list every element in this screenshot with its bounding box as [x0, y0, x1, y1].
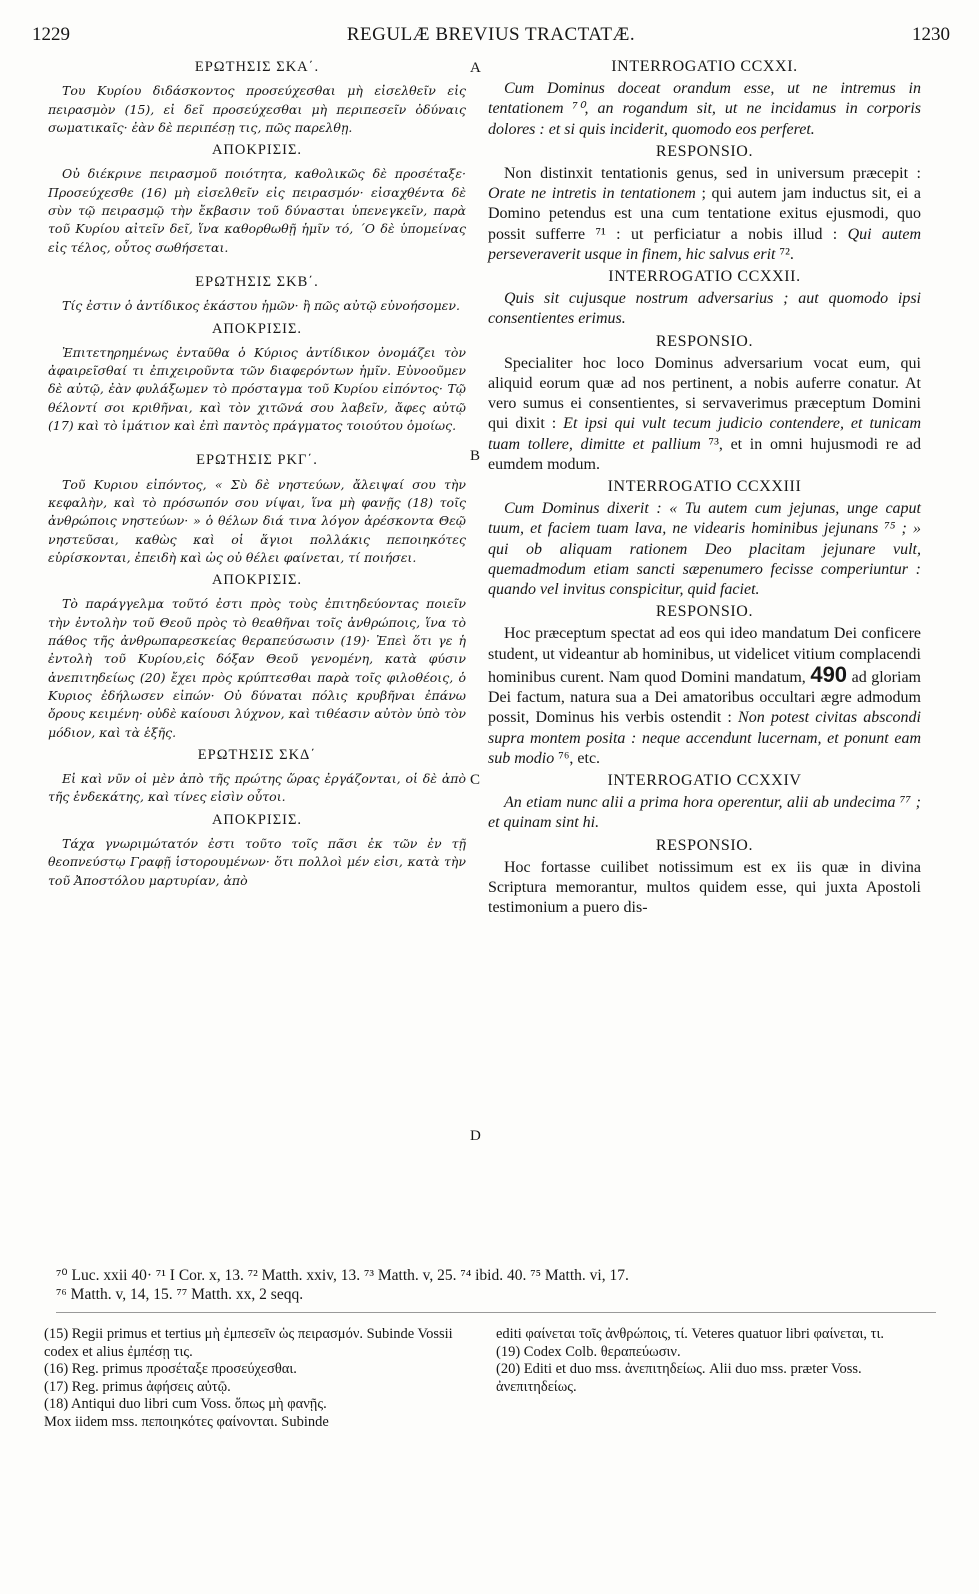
scripture-footnotes — [56, 1266, 936, 1304]
critical-note: (19) Codex Colb. θεραπεύωσιν. — [496, 1343, 681, 1360]
scripture-quote: Orate ne intretis in tentationem — [488, 185, 696, 203]
greek-question-text: Τίς ἐστιν ὁ ἀντίδικος ἑκάστου ἡμῶν· ἢ πῶς αὐτῷ εὐνοήσομεν. — [62, 298, 460, 314]
critical-note: editi φαίνεται τοῖς ἀνθρώποις, τί. Veteres quatuor libri φαίνεται, τι. — [496, 1326, 884, 1342]
greek-question-text: Εἰ καὶ νῦν οἱ μὲν ἀπὸ τῆς πρώτης ὥρας ἐργάζονται, οἱ δὲ ἀπὸ τῆς ἑνδεκάτης, καὶ τίνες εἰσὶν οὗτοι. — [48, 771, 466, 805]
margin-letter-b: B — [470, 448, 481, 464]
latin-response-heading: RESPONSIO. — [655, 332, 754, 350]
footnote-line: ⁷⁰ Luc. xxii 40· ⁷¹ I Cor. x, 13. ⁷² Matth. xxiv, 13. ⁷³ Matth. v, 25. ⁷⁴ ibid. 40. ⁷⁵ Matth. vi, 17. — [56, 1267, 629, 1284]
running-title: REGULÆ BREVIUS TRACTATÆ. — [346, 24, 636, 45]
footnote-line: ⁷⁶ Matth. v, 14, 15. ⁷⁷ Matth. xx, 2 seqq. — [56, 1286, 304, 1303]
critical-note: (18) Antiqui duo libri cum Voss. ὅπως μὴ φανῇς. — [44, 1396, 327, 1413]
margin-letter-d: D — [470, 1128, 481, 1144]
scripture-quote: Qui autem perseveraverit usque in finem, hic salvus erit — [488, 225, 921, 263]
latin-response-text: Hoc præceptum spectat ad eos qui ideo mandatum Dei conficere student, ut videantur ab hominibus, ut videlicet vitium complacendi hominibus curent. Nam quod Domini mandatum, 490 ad gloriam Dei factum, natura sua a Dei amatoribus occultari ægre admodum possit, Dominus his verbis ostendit : Non potest civitas abscondi supra montem posita : neque accendunt lucernam, et ponunt eam sub modio ⁷⁶, etc. — [488, 625, 921, 767]
footnote-divider — [56, 1312, 936, 1313]
greek-response-text: Τάχα γνωριμώτατόν ἐστι τοῦτο τοῖς πᾶσι ἐκ τῶν ἐν τῇ θεοπνεύστῳ Γραφῇ ἱστορουμένων· ὅτι πολλοὶ μέν εἰσι, κατὰ τὴν τοῦ Ἀποστόλου μαρτυρίαν, ἀπὸ — [48, 835, 466, 888]
scripture-quote: Et ipsi qui vult tecum judicio contendere, et tunicam tuam tollere, dimitte et pallium — [488, 415, 921, 453]
latin-response-text: Non distinxit tentationis genus, sed in universum præcepit : Orate ne intretis in tentationem ; qui autem jam inductus sit, ei a Domino petendus est una cum tentatione exitus ejusmodi, quo possit sufferre ⁷¹ : ut perficiatur a nobis illud : Qui autem perseveraverit usque in finem, hic salvus erit ⁷². — [488, 165, 921, 263]
scripture-quote: Non potest civitas abscondi supra montem posita : neque accendunt lucernam, et ponunt eam sub modio — [488, 709, 921, 767]
latin-response-text: Specialiter hoc loco Dominus adversarium vocat eum, qui aliquid eorum quæ ad nos pertinent, a nobis auferre conatur. At vero sumus ei consentientes, si servaverimus præceptum Domini qui dixit : Et ipsi qui vult tecum judicio contendere, et tunicam tuam tollere, dimitte et pallium ⁷³, et in omni hujusmodi re ad eumdem modum. — [488, 354, 921, 473]
critical-note: Mox iidem mss. πεποιηκότες φαίνονται. Subinde — [44, 1413, 329, 1430]
latin-column — [488, 56, 921, 920]
greek-question-heading: ΕΡΩΤΗΣΙΣ ΡΚΓ΄. — [196, 452, 318, 469]
critical-note: (16) Reg. primus προσέταξε προσεύχεσθαι. — [44, 1361, 297, 1378]
greek-question-heading: ΕΡΩΤΗΣΙΣ ΣΚΑ΄. — [194, 59, 320, 75]
latin-question-text: Cum Dominus doceat orandum esse, ut ne intremus in tentationem ⁷⁰, an rogandum sit, ut ne incidamus in corporis dolores : et si quis inciderit, quomodo eos perferet. — [488, 80, 921, 138]
latin-response-heading: RESPONSIO. — [655, 142, 754, 160]
edition-page-marker: 490 — [810, 661, 848, 687]
greek-response-heading: ΑΠΟΚΡΙΣΙΣ. — [211, 320, 303, 337]
greek-column — [48, 56, 466, 894]
greek-response-heading: ΑΠΟΚΡΙΣΙΣ. — [211, 572, 303, 589]
margin-letter-a: A — [470, 60, 481, 76]
latin-response-text: Hoc fortasse cuilibet notissimum est ex iis quæ in divina Scriptura memorantur, multos quidem esse, qui juxta Apostoli testimonium a puero dis- — [488, 858, 921, 917]
latin-question-heading: INTERROGATIO CCXXIV — [607, 771, 802, 789]
critical-note: (17) Reg. primus ἀφήσεις αὐτῷ. — [44, 1378, 231, 1395]
greek-response-heading: ΑΠΟΚΡΙΣΙΣ. — [211, 811, 303, 828]
page-number-right: 1230 — [912, 24, 950, 45]
margin-letter-c: C — [470, 772, 481, 788]
critical-notes-left — [44, 1326, 474, 1432]
greek-question-heading: ΕΡΩΤΗΣΙΣ ΣΚΔ΄ — [197, 746, 317, 763]
latin-response-heading: RESPONSIO. — [655, 603, 754, 621]
greek-question-heading: ΕΡΩΤΗΣΙΣ ΣΚΒ΄. — [195, 273, 319, 290]
greek-response-heading: ΑΠΟΚΡΙΣΙΣ. — [211, 142, 303, 159]
critical-notes-right — [496, 1326, 936, 1396]
critical-note: (20) Editi et duo mss. ἀνεπιτηδείως. Alii duo mss. præter Voss. ἀνεπιτηδείως. — [496, 1361, 862, 1395]
page-number-left: 1229 — [32, 24, 70, 45]
greek-response-text: Ἐπιτετηρημένως ἐνταῦθα ὁ Κύριος ἀντίδικον ὀνομάζει τὸν ἀφαιρεῖσθαί τι ἐπιχειροῦντα τῶν διαφερόντων ἡμῖν. Εὐνοοῦμεν δὲ αὐτῷ, ἐὰν φυλάξωμεν τὸ πρόσταγμα τοῦ Κυρίου εἰπόντος· Τῷ θέλοντί σοι κριθῆναι, καὶ τὸν χιτῶνά σου λαβεῖν, ἄφες αὐτῷ (17) καὶ τὸ ἱμάτιον καὶ ἐπὶ παντὸς πράγματος τοιούτου ὁμοίως. — [48, 344, 466, 434]
latin-question-text: Quis sit cujusque nostrum adversarius ; aut quomodo ipsi consentientes erimus. — [488, 290, 921, 328]
greek-response-text: Οὐ διέκρινε πειρασμοῦ ποιότητα, καθολικῶς δὲ προσέταξε· Προσεύχεσθε (16) μὴ εἰσελθεῖν εἰς πειρασμόν· εἰσαχθέντα δὲ σὺν τῷ πειρασμῷ τὴν ἔκβασιν τοῦ δύνασται ὑπενεγκεῖν, παρὰ τοῦ Κυρίου αἰτεῖν δεῖ, ἵνα καθορθωθῇ ἡμῖν τό, ΄Ο δὲ ὑπομείνας εἰς τέλος, οὗτος σωθήσεται. — [48, 166, 466, 255]
latin-question-heading: INTERROGATIO CCXXIII — [607, 478, 802, 496]
latin-question-heading: INTERROGATIO CCXXI. — [611, 58, 798, 75]
latin-question-heading: INTERROGATIO CCXXII. — [608, 268, 801, 286]
greek-question-text: Τοῦ Κυριου εἰπόντος, « Σὺ δὲ νηστεύων, ἄλειψαί σου τὴν κεφαλὴν, καὶ τὸ πρόσωπόν σου νίψαι, ἵνα μὴ φανῇς (18) τοῖς ἀνθρώποις νηστεύων· » ὁ θέλων διά τινα λόγον ἀρέσκοντα Θεῷ νηστεῦσαι, καθὼς καὶ οἱ ἅγιοι πολλάκις πεποιηκότες εὑρίσκονται, ἐπειδὴ καὶ ὡς οὐ θέλει φαίνεται, τί ποιήσει. — [48, 476, 466, 565]
latin-response-heading: RESPONSIO. — [655, 836, 754, 854]
greek-question-text: Του Κυρίου διδάσκοντος προσεύχεσθαι μὴ εἰσελθεῖν εἰς πειρασμὸν (15), εἰ δεῖ προσεύχεσθαι μὴ περιπεσεῖν ὀδύναις σωματικαῖς· ἐὰν δὲ περιπέσῃ τις, πῶς παρελθῃ. — [48, 83, 466, 135]
greek-response-text: Τὸ παράγγελμα τοῦτό ἐστι πρὸς τοὺς ἐπιτηδεύοντας ποιεῖν τὴν ἐντολὴν τοῦ Θεοῦ πρὸς τὸ θεαθῆναι τοῖς ἀνθρώποις, ἵνα τὸ πάθος τῆς ἀνθρωπαρεσκείας θεραπεύσωσιν (19)· Ἐπεὶ ὅτι γε ἡ ἐντολὴ τοῦ Κυρίου,εἰς δόξαν Θεοῦ γενομένη, κατὰ φύσιν ἀνεπιτηδείως (20) ἔχει πρὸς κρύπτεσθαι παρὰ τοῖς φιλοθέοις, ὁ Κυριος ἐδήλωσεν εἰπών· Οὐ δύναται πόλις κρυβῆναι ἐπάνω ὄρους κειμένη· οὐδὲ καίουσι λύχνον, καὶ τιθέασιν αὐτὸν ὑπὸ τὸν μόδιον, καὶ τὰ ἑξῆς. — [48, 596, 466, 740]
latin-question-text: An etiam nunc alii a prima hora operentur, alii ab undecima ⁷⁷ ; et quinam sint hi. — [488, 794, 921, 832]
running-header — [32, 24, 950, 50]
latin-question-text: Cum Dominus dixerit : « Tu autem cum jejunas, unge caput tuum, et faciem tuam lava, ne videaris hominibus jejunans ⁷⁵ ; » qui ob aliquam rationem Deo placitam jejunare vult, quemadmodum etiam sancti sæpenumero fecisse comperiuntur : quando vel invitus conspicitur, quid faciet. — [488, 500, 921, 599]
critical-note: (15) Regii primus et tertius μὴ ἐμπεσεῖν ὡς πειρασμόν. Subinde Vossii codex et alius ἐμπέσῃ τις. — [44, 1326, 453, 1360]
